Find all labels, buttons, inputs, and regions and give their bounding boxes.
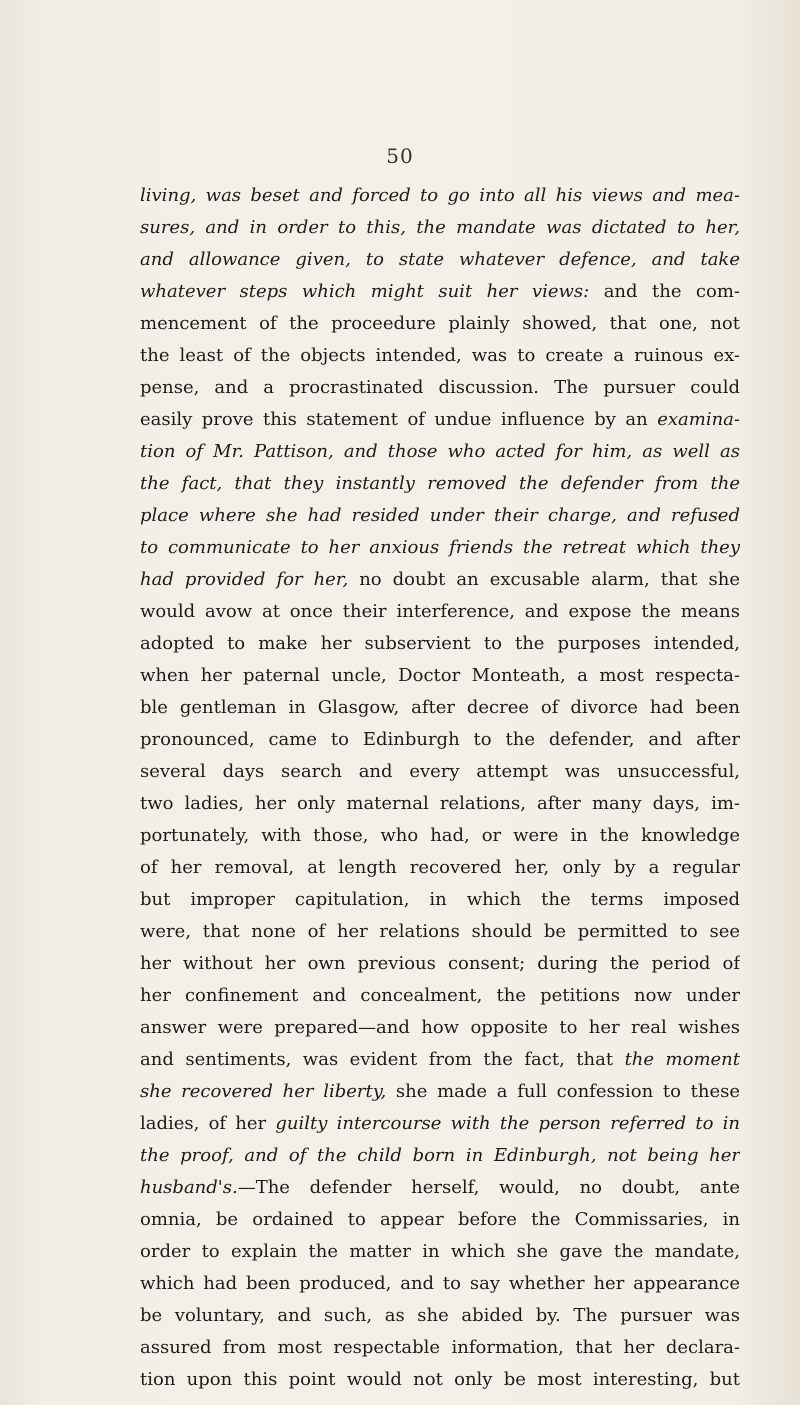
italic-text: husband's. [140,1177,238,1198]
roman-text: of her removal, at length recovered her, only by a regular [140,857,740,878]
text-line [140,660,740,692]
roman-text: no doubt an excusable alarm, that she [348,569,740,590]
text-line [140,500,740,532]
text-line [140,884,740,916]
italic-text: the proof, and of the child born in Edinburgh, not being her [140,1145,740,1166]
body-text [140,180,740,1396]
roman-text: pense, and a procrastinated discussion. The pursuer could [140,377,740,398]
roman-text: adopted to make her subservient to the purposes intended, [140,633,740,654]
text-line [140,628,740,660]
roman-text: were, that none of her relations should be permitted to see [140,921,740,942]
text-line [140,1268,740,1300]
text-line [140,1012,740,1044]
italic-text: living, was beset and forced to go into all his views and mea- [140,185,740,206]
text-line [140,564,740,596]
text-line [140,532,740,564]
text-line [140,404,740,436]
roman-text: which had been produced, and to say whether her appearance [140,1273,740,1294]
page-number: 50 [386,144,414,168]
roman-text: order to explain the matter in which she gave the mandate, [140,1241,740,1262]
roman-text: pronounced, came to Edinburgh to the defender, and after [140,729,740,750]
italic-text: place where she had resided under their charge, and refused [140,505,740,526]
roman-text: but improper capitulation, in which the terms imposed [140,889,740,910]
text-line [140,276,740,308]
roman-text: omnia, be ordained to appear before the Commissaries, in [140,1209,740,1230]
text-line [140,212,740,244]
text-line [140,468,740,500]
roman-text: portunately, with those, who had, or were in the knowledge [140,825,740,846]
text-line [140,1172,740,1204]
text-line [140,692,740,724]
italic-text: tion of Mr. Pattison, and those who acted for him, as well as [140,441,740,462]
text-line [140,916,740,948]
roman-text: ladies, of her [140,1113,276,1134]
roman-text: be voluntary, and such, as she abided by. The pursuer was [140,1305,740,1326]
text-line [140,1076,740,1108]
text-line [140,788,740,820]
roman-text: would avow at once their interference, and expose the means [140,601,740,622]
roman-text: her confinement and concealment, the petitions now under [140,985,740,1006]
text-line [140,724,740,756]
roman-text: easily prove this statement of undue influence by an [140,409,658,430]
roman-text: her without her own previous consent; during the period of [140,953,740,974]
italic-text: sures, and in order to this, the mandate was dictated to her, [140,217,740,238]
roman-text: she made a full confession to these [386,1081,740,1102]
roman-text: —The defender herself, would, no doubt, ante [237,1177,740,1198]
italic-text: examina- [657,409,740,430]
roman-text: mencement of the proceedure plainly showed, that one, not [140,313,740,334]
text-line [140,308,740,340]
text-line [140,1236,740,1268]
italic-text: the fact, that they instantly removed the defender from the [140,473,740,494]
roman-text: ble gentleman in Glasgow, after decree of divorce had been [140,697,740,718]
text-line [140,372,740,404]
roman-text: and sentiments, was evident from the fact, that [140,1049,625,1070]
text-line [140,948,740,980]
roman-text: two ladies, her only maternal relations, after many days, im- [140,793,740,814]
italic-text: guilty intercourse with the person referred to in [275,1113,740,1134]
text-line [140,1108,740,1140]
roman-text: the least of the objects intended, was to create a ruinous ex- [140,345,740,366]
text-line [140,1364,740,1396]
text-line [140,756,740,788]
roman-text: when her paternal uncle, Doctor Monteath, a most respecta- [140,665,740,686]
roman-text: and the com- [589,281,740,302]
text-line [140,340,740,372]
italic-text: and allowance given, to state whatever defence, and take [140,249,740,270]
italic-text: whatever steps which might suit her views: [140,281,590,302]
roman-text: several days search and every attempt was unsuccessful, [140,761,740,782]
text-line [140,596,740,628]
text-line [140,820,740,852]
roman-text: assured from most respectable information, that her declara- [140,1337,740,1358]
italic-text: to communicate to her anxious friends the retreat which they [140,537,740,558]
text-line [140,1044,740,1076]
text-line [140,244,740,276]
italic-text: the moment [624,1049,740,1070]
italic-text: had provided for her, [140,569,349,590]
roman-text: answer were prepared—and how opposite to her real wishes [140,1017,740,1038]
text-line [140,1140,740,1172]
text-line [140,852,740,884]
text-line [140,1204,740,1236]
text-line [140,436,740,468]
text-line [140,180,740,212]
roman-text: tion upon this point would not only be most interesting, but [140,1369,740,1390]
text-line [140,1332,740,1364]
italic-text: she recovered her liberty, [140,1081,387,1102]
text-line [140,1300,740,1332]
text-line [140,980,740,1012]
